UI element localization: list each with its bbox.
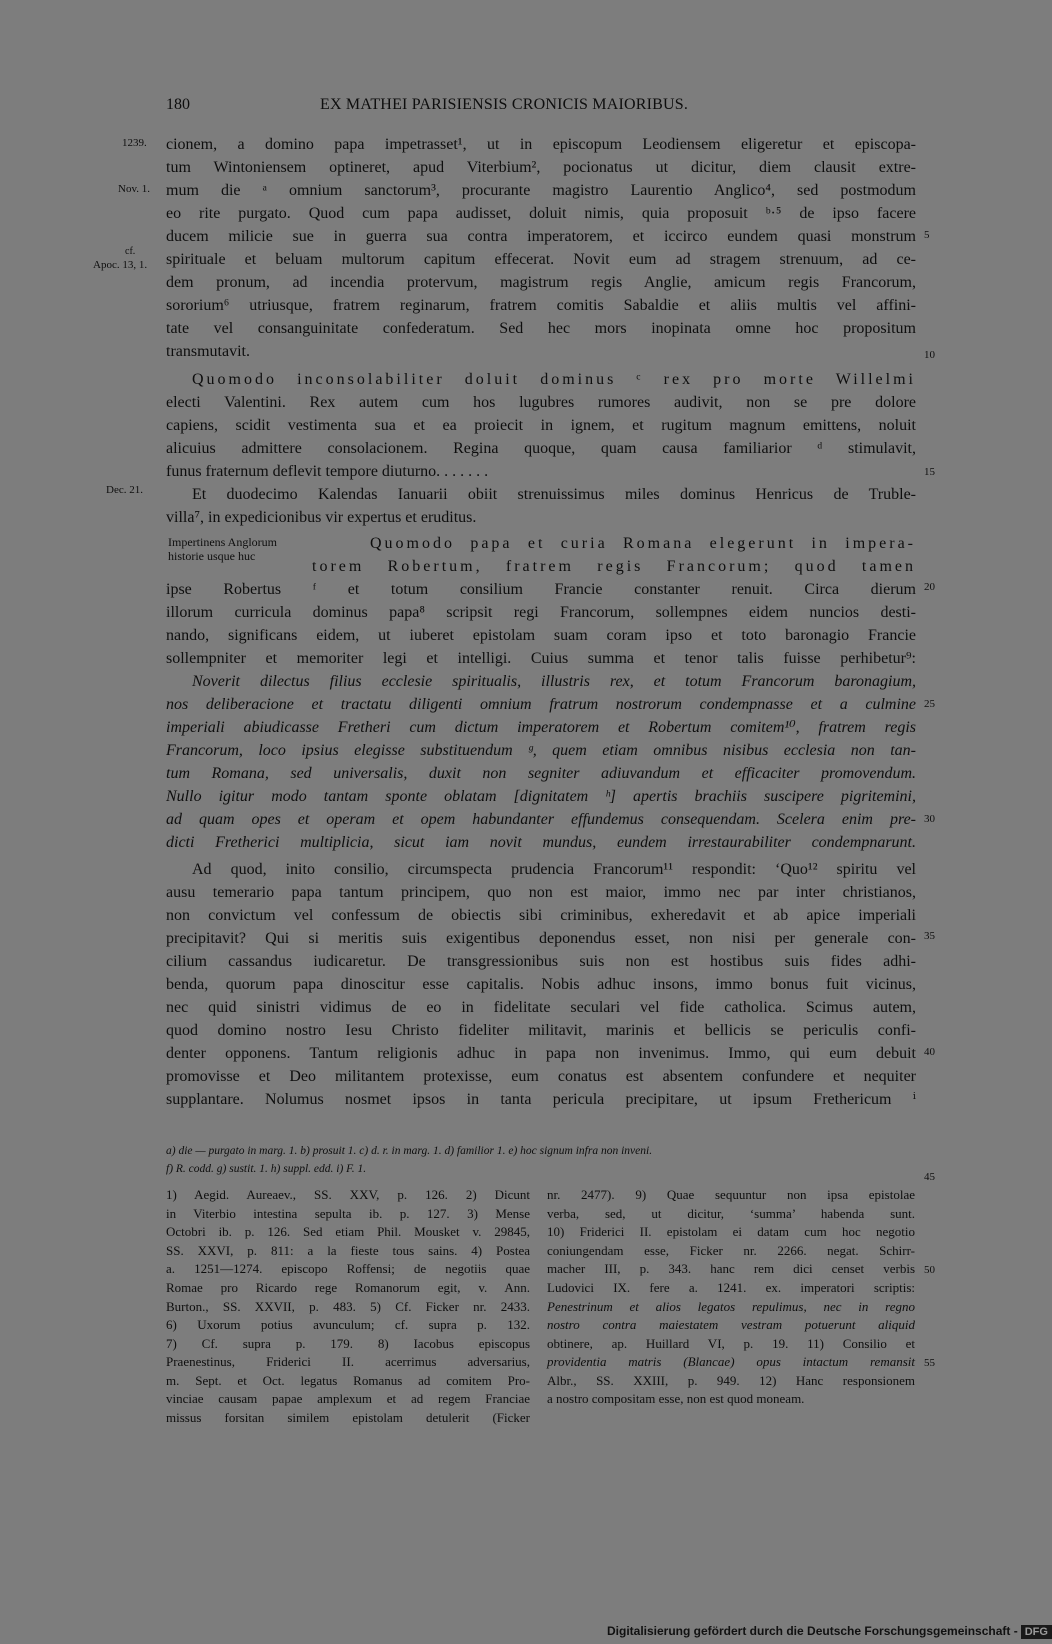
- footnote-line: Burton., SS. XXVII, p. 483. 5) Cf. Ficker nr. 2433.: [166, 1299, 530, 1314]
- text-line: illorum curricula dominus papa⁸ scripsit regi Francorum, sollempnes eidem nuncios desti-: [166, 604, 916, 621]
- letter-line: Noverit dilectus filius ecclesie spiritualis, illustris rex, et totum Francorum baronagium,: [192, 673, 916, 690]
- footnote-line: Octobri ib. p. 126. Sed etiam Phil. Mousket v. 29845,: [166, 1224, 530, 1239]
- page-number: 180: [166, 96, 190, 113]
- text-line: [166, 1111, 916, 1134]
- text-line: sollempniter et memoriter legi et intelligi. Cuius summa et tenor talis fuisse perhibetur⁹:: [166, 650, 916, 667]
- footnote-line: in Viterbio intestina sepulta ib. p. 127. 3) Mense: [166, 1206, 530, 1221]
- footnote-line: 7) Cf. supra p. 179. 8) Iacobus episcopus: [166, 1336, 530, 1351]
- line-number: 30: [924, 813, 935, 825]
- text-line: denter opponens. Tantum religionis adhuc in papa non invenimus. Immo, qui eum debuit: [166, 1045, 916, 1062]
- footnote-line: Penestrinum et alios legatos repulimus, nec in regno: [547, 1299, 915, 1314]
- footnote-line: coniungendam esse, Ficker nr. 2266. negat. Schirr-: [547, 1243, 915, 1258]
- funding-text: Digitalisierung gefördert durch die Deutsche Forschungsgemeinschaft -: [607, 1624, 1018, 1638]
- text-line: non convictum vel confessum de obiectis sibi criminibus, exheredavit et ab apice imperiali: [166, 907, 916, 924]
- footnote-line: 6) Uxorum potius avunculum; cf. supra p. 132.: [166, 1317, 530, 1332]
- chapter-heading: Quomodo inconsolabiliter doluit dominus ᶜ rex pro morte Willelmi: [192, 371, 916, 388]
- text-line: alicuius admittere consolacionem. Regina quoque, quam causa familiarior ᵈ stimulavit,: [166, 440, 916, 457]
- footnote-line: Praenestinus, Friderici II. acerrimus adversarius,: [166, 1354, 530, 1369]
- footnote-line: providentia matris (Blancae) opus intactum remansit: [547, 1354, 915, 1369]
- line-number: 45: [924, 1171, 935, 1183]
- line-number: 10: [924, 349, 935, 361]
- text-line: promovisse et Deo militantem protexisse, eum conatus est absentem confundere et nequiter: [166, 1068, 916, 1085]
- text-line: cionem, a domino papa impetrasset¹, ut in episcopum Leodiensem eligeretur et episcopa-: [166, 136, 916, 153]
- footnote-line: a. 1251—1274. episcopo Roffensi; de negotiis quae: [166, 1261, 530, 1276]
- text-line: ipse Robertus ᶠ et totum consilium Francie constanter renuit. Circa dierum: [166, 581, 916, 598]
- section-note: historie usque huc: [168, 549, 256, 563]
- chapter-heading: Quomodo papa et curia Romana elegerunt in impera-: [370, 535, 916, 552]
- text-line: supplantare. Nolumus nosmet ipsos in tanta pericula precipitare, ut ipsum Frethericum ⁱ: [166, 1091, 916, 1108]
- margin-year: 1239.: [122, 137, 147, 149]
- text-line: dem pronum, ad incendia protervum, magistrum regis Anglie, amicum regis Francorum,: [166, 274, 916, 291]
- running-title: EX MATHEI PARISIENSIS CRONICIS MAIORIBUS.: [320, 96, 689, 113]
- footnote-line: SS. XXVI, p. 811: a la fieste tous sains. 4) Postea: [166, 1243, 530, 1258]
- text-line: quod domino nostro Iesu Christo fideliter militavit, marinis et bellicis se periculis confi-: [166, 1022, 916, 1039]
- footnote-line: 10) Friderici II. epistolam ei datam cum hoc negotio: [547, 1224, 915, 1239]
- footnote-line: vinciae causam papae amplexum et ad regem Franciae: [166, 1391, 530, 1406]
- text-line: ducem milicie sue in guerra sua contra imperatorem, et iccirco eundem quasi monstrum: [166, 228, 916, 245]
- letter-line: nos deliberacione et tractatu diligenti omnium fratrum nostrorum condempnasse et a culmine: [166, 696, 916, 713]
- line-number: 55: [924, 1357, 935, 1369]
- text-line: Et duodecimo Kalendas Ianuarii obiit strenuissimus miles dominus Henricus de Truble-: [192, 486, 916, 503]
- letter-line: imperiali abiudicasse Fretheri cum dictum imperatorem et Robertum comitem¹⁰, fratrem regis: [166, 719, 916, 736]
- text-line: ausu temerario papa tantum principem, quo non est maior, immo nec par inter christianos,: [166, 884, 916, 901]
- text-line: Ad quod, inito consilio, circumspecta prudencia Francorum¹¹ respondit: ‘Quo¹² spiritu vel: [192, 861, 916, 878]
- footnote-line: a nostro compositam esse, non est quod moneam.: [547, 1391, 805, 1406]
- text-line: mum die ᵃ omnium sanctorum³, procurante magistro Laurentio Anglico⁴, sed postmodum: [166, 182, 916, 199]
- footnote-line: 1) Aegid. Aureaev., SS. XXV, p. 126. 2) Dicunt: [166, 1187, 530, 1202]
- footnote-line: Ludovici IX. fere a. 1241. ex. imperatori scriptis:: [547, 1280, 915, 1295]
- line-number: 40: [924, 1046, 935, 1058]
- text-line: nando, significans eidem, ut iuberet epistolam suam coram ipso et toto baronagio Francie: [166, 627, 916, 644]
- letter-line: tum Romana, sed universalis, duxit non segniter adiuvandum et efficaciter promovendum.: [166, 765, 916, 782]
- margin-cf: cf.: [125, 246, 136, 257]
- footnote-line: Albr., SS. XXIII, p. 949. 12) Hanc responsionem: [547, 1373, 915, 1388]
- footnote-line: m. Sept. et Oct. legatus Romanus ad comitem Pro-: [166, 1373, 530, 1388]
- footnote-line: obtinere, ap. Huillard VI, p. 19. 11) Consilio et: [547, 1336, 915, 1351]
- footnote-line: verba, sed, ut dicitur, ‘summa’ habenda sunt.: [547, 1206, 915, 1221]
- letter-line: Francorum, loco ipsius elegisse substituendum ᵍ, quem etiam omnibus nisibus ecclesia non tan-: [166, 742, 916, 759]
- text-line: precipitavit? Qui si meritis suis exigentibus deponendus esset, non nisi per generale con-: [166, 930, 916, 947]
- text-line: tate vel consanguinitate confederatum. Sed hec mors inopinata omne hoc propositum: [166, 320, 916, 337]
- text-line: villa⁷, in expedicionibus vir expertus et eruditus.: [166, 509, 477, 526]
- text-line: spirituale et beluam multorum capitum effecerat. Novit eum ad stragem strenuum, ad ce-: [166, 251, 916, 268]
- line-number: 25: [924, 698, 935, 710]
- dfg-logo: DFG: [1021, 1625, 1052, 1639]
- critical-note: f) R. codd. g) sustit. 1. h) suppl. edd. i) F. 1.: [166, 1163, 367, 1175]
- text-line: sororium⁶ utriusque, fratrem reginarum, fratrem comitis Sabaldie et aliis multis vel affini-: [166, 297, 916, 314]
- page-header: [0, 96, 1000, 118]
- footnote-line: nr. 2477). 9) Quae sequuntur non ipsa epistolae: [547, 1187, 915, 1202]
- footnote-line: missus forsitan similem epistolam detulerit (Ficker: [166, 1410, 530, 1425]
- text-line: electi Valentini. Rex autem cum hos lugubres rumores audivit, non se pre dolore: [166, 394, 916, 411]
- funding-footer: [607, 1624, 1052, 1639]
- chapter-heading: torem Robertum, fratrem regis Francorum; quod tamen: [312, 558, 916, 575]
- letter-line: dicti Fretherici multiplicia, sicut iam novit mundus, eundem irrestaurabiliter condempnarunt.: [166, 834, 916, 851]
- text-line: transmutavit.: [166, 343, 250, 360]
- footnote-line: nostro contra maiestatem vestram potuerunt aliquid: [547, 1317, 915, 1332]
- line-number: 50: [924, 1264, 935, 1276]
- letter-line: ad quam opes et operam et opem habundanter effundemus consequendam. Scelera enim pre-: [166, 811, 916, 828]
- text-line: benda, quorum papa dinoscitur esse capitalis. Nobis adhuc insons, immo bonus fuit vicinus,: [166, 976, 916, 993]
- line-number: 20: [924, 581, 935, 593]
- text-line: cilium cassandus iudicaretur. De transgressionibus suis non est hostibus suis fides adhi-: [166, 953, 916, 970]
- section-note: Impertinens Anglorum: [168, 535, 277, 549]
- line-number: 35: [924, 930, 935, 942]
- margin-reference: Apoc. 13, 1.: [93, 259, 148, 271]
- text-line: funus fraternum deflevit tempore diuturno. . . . . . .: [166, 463, 489, 480]
- margin-date: Dec. 21.: [106, 484, 143, 496]
- line-number: 15: [924, 466, 935, 478]
- footnote-line: macher III, p. 343. hanc rem dici censet verbis: [547, 1261, 915, 1276]
- critical-note: a) die — purgato in marg. 1. b) prosuit 1. c) d. r. in marg. 1. d) familior 1. e) hoc signum infra non inveni.: [166, 1145, 653, 1157]
- letter-line: Nullo igitur modo tantam sponte oblatam [dignitatem ʰ] apertis brachiis suscipere pigritemini,: [166, 788, 916, 805]
- text-line: eo rite purgato. Quod cum papa audisset, doluit nimis, quia proposuit ᵇ·⁵ de ipso facere: [166, 205, 916, 222]
- text-line: capiens, scidit vestimenta sua et ea proiecit in ignem, et rugitum magnum emittens, noluit: [166, 417, 916, 434]
- text-line: tum Wintoniensem optineret, apud Viterbium², pocionatus ut dicitur, diem clausit extre-: [166, 159, 916, 176]
- line-number: 5: [924, 229, 930, 241]
- text-line: nec quid sinistri vidimus de eo in fidelitate seculari vel fide catholica. Scimus autem,: [166, 999, 916, 1016]
- footnote-line: Romae pro Ricardo rege Romanorum egit, v. Ann.: [166, 1280, 530, 1295]
- margin-date: Nov. 1.: [118, 183, 150, 195]
